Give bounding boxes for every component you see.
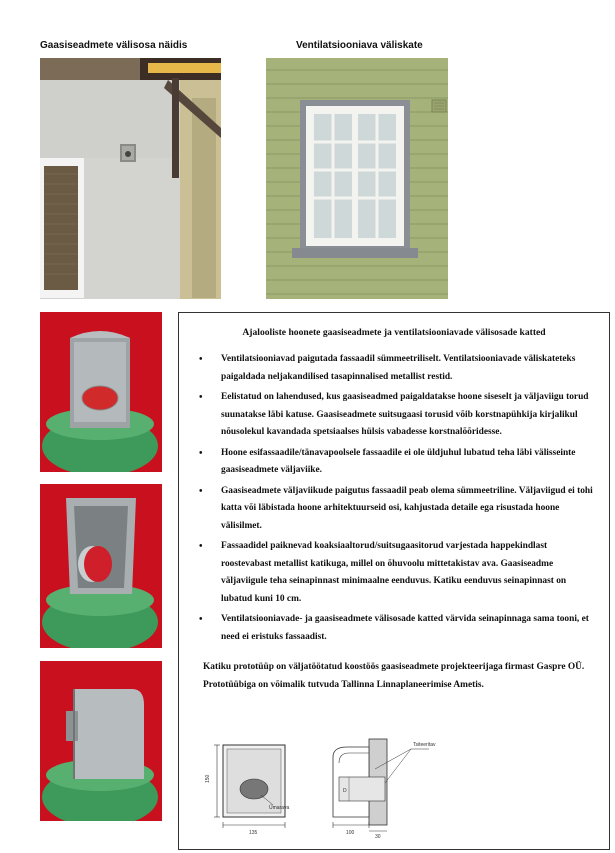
label-diameter: D	[343, 788, 347, 794]
guideline-item: • Ventilatsiooniavad paigutada fassaadil sümmeetriliselt. Ventilatsiooniavade väliskateteks paigaldada neljakandilised tasapinnalised metallist restid.	[199, 351, 594, 386]
photo-prototype-side	[40, 661, 162, 821]
dim-front-width: 135	[249, 830, 258, 836]
dim-side-width: 100	[346, 830, 355, 836]
guideline-item: • Hoone esifassaadile/tänavapoolsele fassaadile ei ole üldjuhul lubatud teha läbi välisseinte gaasiseadmete väljaviike.	[199, 445, 594, 480]
prototype-note: Katiku prototüüp on väljatöötatud koostöös gaasiseadmete projekteerijaga firmast Gaspre OÜ. Prototüübiga on võimalik tutvuda Tallinna Linnaplaneerimise Ametis.	[203, 662, 585, 690]
photo-gas-device-wall	[40, 58, 221, 299]
guideline-item: • Ventilatsiooniavade- ja gaasiseadmete välisosade katted värvida seinapinnaga sama tooni, et need ei eristuks fassaadist.	[199, 611, 594, 646]
caption-vent-cover: Ventilatsiooniava väliskate	[296, 40, 423, 51]
technical-drawing	[199, 737, 599, 841]
photo-vent-cover-window	[266, 58, 448, 299]
label-side: Tsiteeritav	[413, 742, 436, 748]
dim-side-height: 30	[375, 834, 381, 840]
photo-prototype-angled	[40, 484, 162, 648]
guidelines-title: Ajalooliste hoonete gaasiseadmete ja ventilatsiooniavade välisosade katted	[242, 327, 546, 338]
guideline-item: • Gaasiseadmete väljaviikude paigutus fassaadil peab olema sümmeetriline. Väljaviigud ei tohi katta või läbistada hoone arhitektuurseid osi, kahjustada detaile ega risustada hoone välisilmet.	[199, 483, 594, 536]
caption-gas-example: Gaasiseadmete välisosa näidis	[40, 40, 188, 51]
label-front-hole: Ümarava	[269, 805, 290, 811]
dim-front-height: 150	[205, 774, 211, 783]
guidelines-list	[199, 351, 594, 649]
photo-prototype-front	[40, 312, 162, 472]
guidelines-box	[178, 312, 610, 850]
guideline-item: • Fassaadidel paiknevad koaksiaaltorud/suitsugaasitorud varjestada happekindlast roostevabast metallist katikuga, millel on õhuvoolu mittetakistav ava. Gaasiseadme väljaviigule teha seinapinnast minimaalne eenduvus. Katiku eenduvus seinapinnast on lubatud kuni 10 cm.	[199, 538, 594, 608]
guideline-item: • Eelistatud on lahendused, kus gaasiseadmed paigaldatakse hoone siseselt ja väljaviigu torud suunatakse läbi katuse. Gaasiseadmete suitsugaasi torusid võib korstnapühkija kirjalikul nõusolekul kavandada spetsiaalses hülsis vabadesse korstnalõõridesse.	[199, 389, 594, 442]
